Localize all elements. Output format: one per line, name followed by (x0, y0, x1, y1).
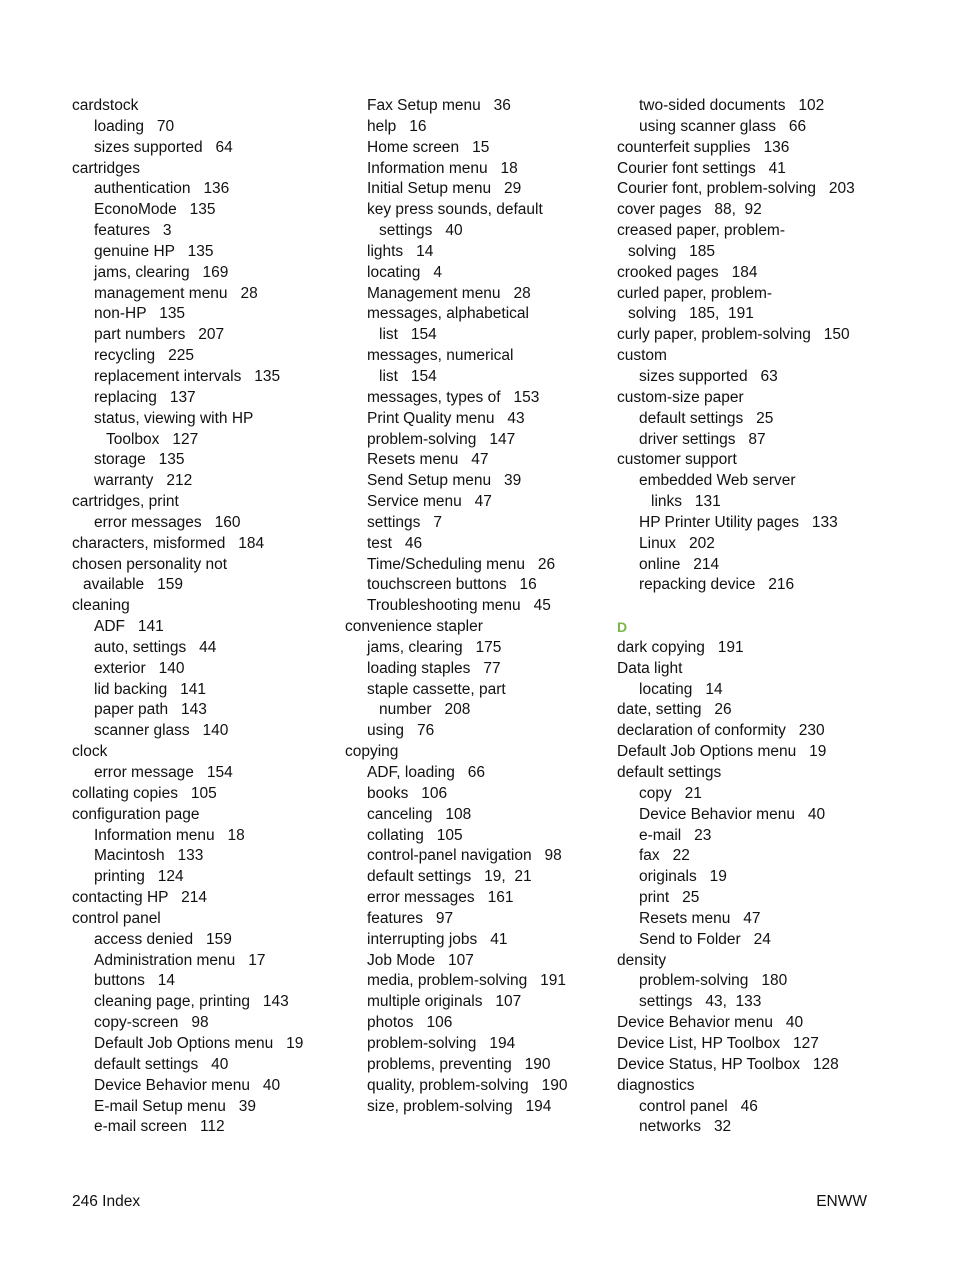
index-subentry: loading 70 (94, 117, 175, 135)
index-subentry: loading staples 77 (367, 659, 501, 677)
index-column-1 (72, 96, 303, 1138)
index-entry: customer support (617, 451, 737, 469)
index-subentry: problem-solving 180 (639, 972, 788, 990)
index-subentry: Macintosh 133 (94, 847, 204, 865)
index-subentry: authentication 136 (94, 180, 230, 198)
index-subentry: solving 185 (628, 242, 716, 260)
index-subentry: media, problem-solving 191 (367, 972, 567, 990)
index-entry: Data light (617, 659, 683, 677)
section-gap (617, 596, 855, 617)
index-subentry: replacing 137 (94, 388, 196, 406)
index-subentry: problem-solving 147 (367, 430, 516, 448)
index-subentry: Send Setup menu 39 (367, 472, 522, 490)
index-entry: density (617, 951, 667, 969)
index-subentry: Troubleshooting menu 45 (367, 597, 551, 615)
index-subentry: Management menu 28 (367, 284, 531, 302)
index-subentry: canceling 108 (367, 805, 472, 823)
index-subentry: list 154 (379, 367, 437, 385)
index-subentry: locating 14 (639, 680, 723, 698)
index-subentry: jams, clearing 169 (94, 263, 229, 281)
index-subentry: Toolbox 127 (106, 430, 199, 448)
index-entry: crooked pages 184 (617, 263, 758, 281)
index-subentry: locating 4 (367, 263, 442, 281)
index-subentry: control panel 46 (639, 1097, 758, 1115)
index-entry: counterfeit supplies 136 (617, 138, 790, 156)
index-subentry: Default Job Options menu 19 (94, 1034, 304, 1052)
index-subentry: Linux 202 (639, 534, 715, 552)
index-subentry: printing 124 (94, 868, 184, 886)
index-entry: Device Status, HP Toolbox 128 (617, 1055, 839, 1073)
index-subentry: interrupting jobs 41 (367, 930, 508, 948)
index-subentry: recycling 225 (94, 347, 194, 365)
index-entry: cleaning (72, 597, 130, 615)
index-subentry: messages, types of 153 (367, 388, 540, 406)
page-footer-left: 246 Index (72, 1193, 141, 1210)
index-entry: copying (345, 743, 399, 761)
index-entry: diagnostics (617, 1076, 695, 1094)
index-subentry: error message 154 (94, 764, 233, 781)
index-subentry: Service menu 47 (367, 493, 492, 511)
index-subentry: fax 22 (639, 847, 690, 865)
index-subentry: ADF 141 (94, 618, 164, 636)
index-entry: chosen personality not (72, 555, 228, 573)
index-subentry: ADF, loading 66 (367, 764, 486, 781)
index-entry: cardstock (72, 97, 139, 114)
index-entry: cover pages 88, 92 (617, 201, 762, 219)
index-subentry: Initial Setup menu 29 (367, 180, 522, 198)
index-subentry: Print Quality menu 43 (367, 409, 525, 427)
index-subentry: Send to Folder 24 (639, 930, 771, 948)
index-subentry: size, problem-solving 194 (367, 1097, 552, 1115)
index-subentry: solving 185, 191 (628, 305, 754, 323)
index-entry: default settings (617, 764, 722, 781)
index-entry: Device Behavior menu 40 (617, 1014, 804, 1032)
index-subentry: genuine HP 135 (94, 242, 214, 260)
index-subentry: non-HP 135 (94, 305, 186, 323)
index-column-2 (345, 96, 567, 1117)
index-subentry: settings 43, 133 (639, 993, 762, 1011)
index-entry: control panel (72, 909, 161, 927)
index-subentry: driver settings 87 (639, 430, 766, 448)
index-subentry: auto, settings 44 (94, 638, 217, 656)
index-subentry: sizes supported 64 (94, 138, 233, 156)
index-subentry: features 3 (94, 222, 172, 240)
index-subentry: exterior 140 (94, 659, 185, 677)
index-subentry: collating 105 (367, 826, 463, 844)
index-subentry: e-mail 23 (639, 826, 712, 844)
index-subentry: control-panel navigation 98 (367, 847, 562, 865)
index-entry: creased paper, problem- (617, 222, 786, 240)
index-entry: characters, misformed 184 (72, 534, 265, 552)
index-entry: curled paper, problem- (617, 284, 773, 302)
index-subentry: error messages 160 (94, 513, 241, 531)
index-subentry: settings 7 (367, 513, 442, 531)
index-subentry: cleaning page, printing 143 (94, 993, 289, 1011)
index-entry: declaration of conformity 230 (617, 722, 825, 740)
index-column-3 (617, 96, 855, 1138)
index-subentry: scanner glass 140 (94, 722, 229, 740)
index-subentry: default settings 25 (639, 409, 774, 427)
index-subentry: using scanner glass 66 (639, 117, 807, 135)
index-subentry: Fax Setup menu 36 (367, 97, 511, 114)
index-subentry: embedded Web server (639, 472, 796, 490)
index-subentry: repacking device 216 (639, 576, 795, 594)
index-subentry: print 25 (639, 889, 700, 907)
index-subentry: management menu 28 (94, 284, 258, 302)
index-subentry: Job Mode 107 (367, 951, 474, 969)
index-subentry: Resets menu 47 (639, 909, 761, 927)
section-letter: D (617, 619, 628, 636)
index-entry: custom-size paper (617, 388, 744, 406)
index-entry: date, setting 26 (617, 701, 732, 719)
index-entry: contacting HP 214 (72, 889, 207, 907)
index-subentry: problems, preventing 190 (367, 1055, 551, 1073)
index-entry: curly paper, problem-solving 150 (617, 326, 850, 344)
index-subentry: E-mail Setup menu 39 (94, 1097, 256, 1115)
index-entry: cartridges (72, 159, 141, 177)
index-subentry: Time/Scheduling menu 26 (367, 555, 556, 573)
page-footer-right: ENWW (816, 1193, 867, 1210)
index-subentry: Device Behavior menu 40 (94, 1076, 281, 1094)
index-subentry: storage 135 (94, 451, 185, 469)
index-subentry: warranty 212 (94, 472, 193, 490)
index-entry: Device List, HP Toolbox 127 (617, 1034, 819, 1052)
index-subentry: Device Behavior menu 40 (639, 805, 826, 823)
index-subentry: Resets menu 47 (367, 451, 489, 469)
index-subentry: key press sounds, default (367, 201, 543, 219)
index-entry: custom (617, 347, 667, 365)
index-entry: clock (72, 743, 108, 761)
index-subentry: settings 40 (379, 222, 463, 240)
index-subentry: touchscreen buttons 16 (367, 576, 537, 594)
index-subentry: Home screen 15 (367, 138, 490, 156)
index-subentry: help 16 (367, 117, 427, 135)
index-entry: configuration page (72, 805, 200, 823)
index-entry: cartridges, print (72, 493, 179, 511)
index-entry: dark copying 191 (617, 638, 744, 656)
index-subentry: jams, clearing 175 (367, 638, 502, 656)
index-subentry: lights 14 (367, 242, 434, 260)
index-entry: Courier font settings 41 (617, 159, 786, 177)
index-subentry: HP Printer Utility pages 133 (639, 513, 838, 531)
index-subentry: status, viewing with HP (94, 409, 254, 427)
index-subentry: links 131 (651, 493, 721, 511)
index-subentry: number 208 (379, 701, 471, 719)
index-subentry: originals 19 (639, 868, 727, 886)
index-subentry: staple cassette, part (367, 680, 506, 698)
index-subentry: quality, problem-solving 190 (367, 1076, 568, 1094)
index-subentry: photos 106 (367, 1014, 453, 1032)
index-subentry: default settings 40 (94, 1055, 229, 1073)
index-subentry: Information menu 18 (367, 159, 518, 177)
index-subentry: sizes supported 63 (639, 367, 778, 385)
index-subentry: part numbers 207 (94, 326, 225, 344)
index-subentry: using 76 (367, 722, 435, 740)
index-subentry: Administration menu 17 (94, 951, 266, 969)
index-entry: Default Job Options menu 19 (617, 743, 827, 761)
index-entry: collating copies 105 (72, 784, 217, 802)
index-entry: convenience stapler (345, 618, 483, 636)
index-subentry: two-sided documents 102 (639, 97, 825, 114)
index-subentry: features 97 (367, 909, 454, 927)
index-subentry: e-mail screen 112 (94, 1118, 225, 1136)
index-subentry: messages, alphabetical (367, 305, 529, 323)
index-subentry: buttons 14 (94, 972, 176, 990)
index-subentry: problem-solving 194 (367, 1034, 516, 1052)
index-subentry: EconoMode 135 (94, 201, 216, 219)
index-subentry: lid backing 141 (94, 680, 207, 698)
index-subentry: copy 21 (639, 784, 702, 802)
index-subentry: replacement intervals 135 (94, 367, 281, 385)
index-subentry: test 46 (367, 534, 423, 552)
index-subentry: copy-screen 98 (94, 1014, 209, 1032)
index-subentry: books 106 (367, 784, 448, 802)
index-entry: Courier font, problem-solving 203 (617, 180, 855, 198)
index-subentry: multiple originals 107 (367, 993, 522, 1011)
index-subentry: paper path 143 (94, 701, 207, 719)
index-subentry: default settings 19, 21 (367, 868, 532, 886)
index-subentry: online 214 (639, 555, 720, 573)
index-subentry: list 154 (379, 326, 437, 344)
index-subentry: networks 32 (639, 1118, 732, 1136)
index-subentry: available 159 (83, 576, 183, 594)
index-subentry: error messages 161 (367, 889, 514, 907)
index-subentry: messages, numerical (367, 347, 514, 365)
index-subentry: Information menu 18 (94, 826, 245, 844)
index-subentry: access denied 159 (94, 930, 232, 948)
